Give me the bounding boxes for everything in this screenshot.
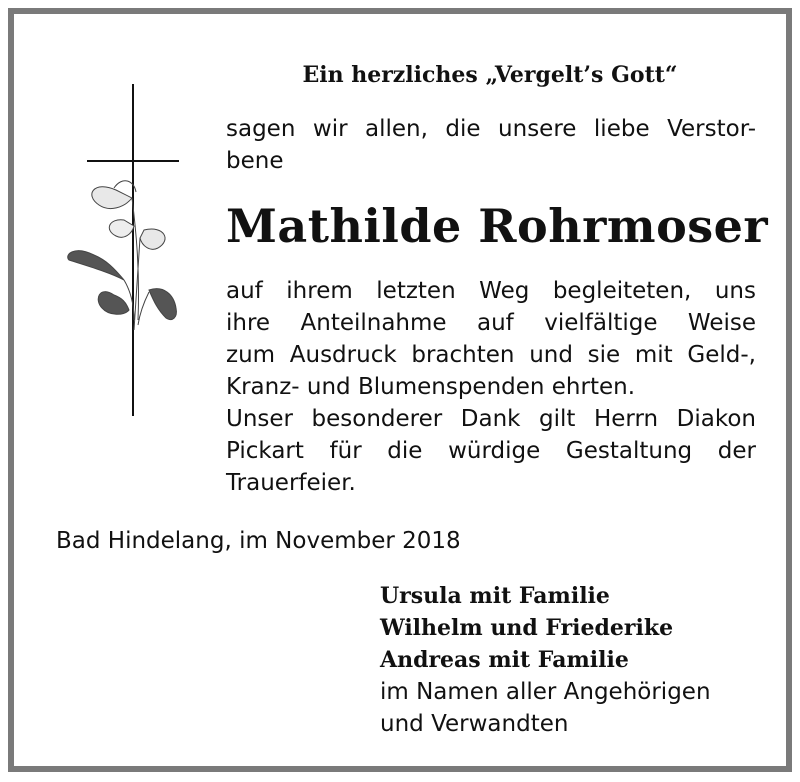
obituary-frame [8,8,792,772]
body-line: Unser besonderer Dank gilt Herrn Diakon [226,406,756,432]
deceased-name: Mathilde Rohrmoser [226,199,769,253]
signer-note: und Verwandten [380,711,569,737]
body-line: Kranz- und Blumenspenden ehrten. [226,374,636,400]
calla-lily-icon [68,181,177,330]
body-line: Trauerfeier. [226,470,356,496]
cross-with-lily [54,80,194,420]
intro-line: bene [226,148,284,174]
signer-note: im Namen aller Angehörigen [380,679,711,705]
body-line: ihre Anteilnahme auf vielfältige Weise [226,310,756,336]
body-line: Pickart für die würdige Gestaltung der [226,438,756,464]
body-text [226,275,756,499]
signers [380,580,780,740]
intro-text [226,113,756,177]
cross-icon [87,84,179,416]
body-line: auf ihrem letzten Weg begleiteten, uns [226,278,756,304]
signer-name: Wilhelm und Friederike [380,615,674,641]
signer-name: Andreas mit Familie [380,647,629,673]
thank-you-heading: Ein herzliches „Vergelt’s Gott“ [302,62,678,88]
signer-name: Ursula mit Familie [380,583,610,609]
place-date: Bad Hindelang, im November 2018 [56,528,461,554]
intro-line: sagen wir allen, die unsere liebe Verstor- [226,116,756,142]
body-line: zum Ausdruck brachten und sie mit Geld-, [226,342,756,368]
